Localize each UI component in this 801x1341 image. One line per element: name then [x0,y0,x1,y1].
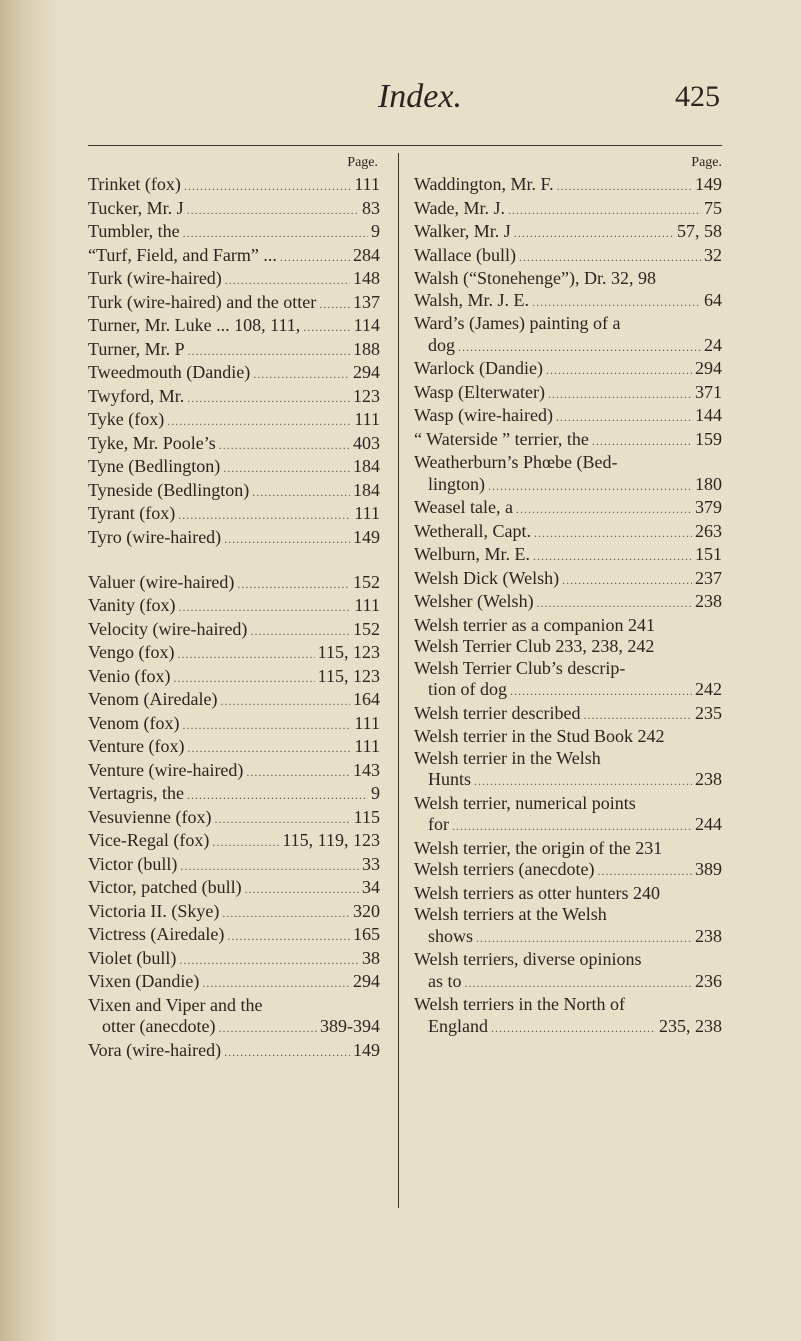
leader-dots [202,973,350,995]
entry-pages: 33 [362,853,380,874]
index-entry-continued: Welsh terriers at the Welsh [414,904,607,924]
leader-dots [212,832,279,854]
entry-pages: 111 [354,503,380,523]
index-entry [88,292,380,316]
entry-name: Wallace (bull) [414,244,516,265]
entry-pages: 236 [695,970,722,991]
index-entry-full: Welsh terrier as a companion 241 [414,614,655,635]
entry-name: Welsh terriers (anecdote) [414,859,595,879]
index-entry [414,568,722,592]
index-entry [414,429,722,453]
entry-pages: 152 [353,571,380,592]
index-entry [88,362,380,386]
entry-name: Vanity (fox) [88,595,176,615]
page-column-label: Page. [347,155,378,170]
leader-dots [246,762,350,784]
index-entry [414,971,722,995]
index-column-right [414,152,722,1039]
running-title: Index. [377,78,462,115]
leader-dots [280,247,350,269]
entry-name: shows [428,925,474,946]
index-entry-continued: Welsh terriers, diverse opinions [414,949,642,969]
entry-pages: 389 [695,859,722,879]
entry-pages: 238 [695,925,722,946]
index-entry [88,1040,380,1064]
index-entry [414,198,722,222]
entry-pages: 238 [695,769,722,789]
entry-name: Venture (wire-haired) [88,759,244,780]
entry-name: Tweedmouth (Dandie) [88,362,251,382]
entry-name: Tyne (Bedlington) [88,456,221,476]
index-entry [88,572,380,596]
entry-name: Walsh, Mr. J. E. [414,289,530,310]
page-column-label: Page. [691,155,722,170]
entry-name: lington) [428,473,485,494]
entry-pages: 115, 119, 123 [282,830,380,850]
index-entry [414,382,722,406]
entry-pages: 111 [354,174,380,194]
leader-dots [474,771,692,793]
entry-pages: 24 [704,334,722,355]
entry-name: Vengo (fox) [88,642,175,662]
entry-pages: 115, 123 [317,665,380,686]
index-entry [88,174,380,198]
leader-dots [187,388,350,410]
entry-pages: 143 [353,759,380,780]
index-entry [414,290,722,314]
entry-name: dog [428,334,455,355]
index-entry-continued: Welsh terrier, numerical points [414,792,636,813]
index-entry-continued: Ward’s (James) painting of a [414,313,621,333]
entry-pages: 294 [695,358,722,378]
leader-dots [225,270,350,292]
entry-pages: 151 [695,544,722,564]
entry-pages: 320 [353,900,380,921]
entry-name: Tyro (wire-haired) [88,526,222,547]
leader-dots [178,505,351,527]
index-entry [414,769,722,793]
entry-pages: 111 [354,595,380,615]
index-entry [414,335,722,359]
index-entry [414,521,722,545]
index-entry-continued: Welsh terriers in the North of [414,994,625,1014]
entry-pages: 115 [353,806,380,827]
index-entry [414,405,722,429]
index-entry-continued: Weatherburn’s Phœbe (Bed- [414,452,618,472]
entry-pages: 188 [353,338,380,359]
page-number: 425 [675,80,720,113]
leader-dots [177,644,314,666]
leader-dots [548,384,692,406]
index-entry [414,814,722,838]
entry-name: Vertagris, the [88,783,184,803]
entry-pages: 244 [695,814,722,834]
index-entry [88,736,380,760]
entry-pages: 111 [354,409,380,429]
entry-name: Turner, Mr. P [88,338,185,359]
entry-name: Tucker, Mr. J [88,197,184,218]
entry-pages: 403 [353,432,380,453]
index-entry-full: Welsh Terrier Club 233, 238, 242 [414,636,655,656]
leader-dots [532,292,701,314]
index-entry [88,666,380,690]
entry-pages: 159 [695,428,722,449]
leader-dots [519,247,701,269]
entry-pages: 57, 58 [677,221,722,241]
leader-dots [222,903,350,925]
index-entry [88,642,380,666]
leader-dots [184,176,351,198]
entry-name: “ Waterside ” terrier, the [414,428,589,449]
leader-dots [583,705,692,727]
index-entry-continued: Vixen and Viper and the [88,994,263,1015]
entry-name: Vora (wire-haired) [88,1039,222,1060]
entry-pages: 75 [704,197,722,218]
index-entry [414,703,722,727]
entry-name: Wasp (wire-haired) [414,405,553,425]
index-entry [88,198,380,222]
entry-pages: 38 [362,947,380,968]
entry-name: for [428,814,449,834]
entry-name: Tyrant (fox) [88,503,176,523]
entry-pages: 64 [704,289,722,310]
entry-name: Vice-Regal (fox) [88,830,210,850]
entry-pages: 294 [353,362,380,382]
entry-name: Victress (Airedale) [88,924,225,944]
entry-pages: 114 [353,315,380,335]
index-entry [88,901,380,925]
index-entry-full: Welsh terrier, the origin of the 231 [414,837,663,858]
leader-dots [557,176,692,198]
entry-pages: 237 [695,567,722,588]
index-entry-full: Welsh terrier in the Stud Book 242 [414,726,665,746]
leader-dots [188,341,350,363]
entry-pages: 32 [704,244,722,265]
leader-dots [219,435,350,457]
leader-dots [510,681,692,703]
index-entry [414,926,722,950]
index-column-left [88,152,380,1063]
leader-dots [303,317,350,339]
leader-dots [250,621,350,643]
leader-dots [178,597,351,619]
entry-name: Valuer (wire-haired) [88,571,235,592]
leader-dots [491,1018,656,1040]
leader-dots [537,593,692,615]
entry-name: Velocity (wire-haired) [88,618,248,639]
leader-dots [182,715,351,737]
index-entry [414,245,722,269]
index-entry [414,679,722,703]
entry-name: Hunts [428,769,472,789]
index-entry [88,948,380,972]
index-entry [414,174,722,198]
index-entry [88,456,380,480]
leader-dots [220,691,350,713]
entry-pages: 263 [695,520,722,541]
index-entry [414,221,722,245]
entry-name: Warlock (Dandie) [414,358,543,378]
leader-dots [223,458,350,480]
index-entry [88,386,380,410]
entry-pages: 242 [695,679,722,699]
leader-dots [452,816,692,838]
entry-pages: 284 [353,244,380,265]
index-entry [88,924,380,948]
entry-pages: 294 [353,971,380,991]
column-divider [398,153,399,1208]
index-entries-v [88,572,380,995]
leader-dots [237,574,350,596]
entry-name: Wade, Mr. J. [414,197,506,218]
leader-dots [179,950,359,972]
entry-name: “Turf, Field, and Farm” ... [88,244,277,265]
entry-name: Welburn, Mr. E. [414,544,531,564]
entry-name: Turk (wire-haired) and the otter [88,291,317,312]
entry-pages: 235 [695,702,722,723]
leader-dots [187,200,359,222]
entry-name: Venom (Airedale) [88,689,218,709]
leader-dots [319,294,350,316]
index-entry [88,807,380,831]
entry-name: Welsh terrier described [414,702,581,723]
leader-dots [546,360,692,382]
leader-dots [218,1018,317,1040]
index-entries-t [88,174,380,550]
leader-dots [167,411,351,433]
leader-dots [508,200,701,222]
entry-name: England [428,1015,488,1036]
entry-pages: 389-394 [320,1016,380,1036]
index-entry [88,433,380,457]
index-entry [88,221,380,245]
entry-pages: 379 [695,497,722,517]
index-entry-full: Walsh (“Stonehenge”), Dr. 32, 98 [414,268,656,288]
header-rule [88,145,722,146]
entry-name: Twyford, Mr. [88,385,185,406]
entry-pages: 235, 238 [659,1015,722,1036]
leader-dots [214,809,350,831]
entry-pages: 152 [353,618,380,639]
index-entry [88,409,380,433]
index-entry [88,760,380,784]
index-entry [414,1016,722,1040]
entry-name: Venture (fox) [88,736,185,756]
index-entries-wa [414,174,722,268]
entry-name: Tumbler, the [88,221,180,241]
leader-dots [187,785,368,807]
leader-dots [458,337,701,359]
index-entry [414,859,722,883]
index-entry [88,595,380,619]
entry-name: tion of dog [428,679,507,699]
index-entry [88,339,380,363]
entry-name: otter (anecdote) [102,1016,216,1036]
entry-name: Trinket (fox) [88,174,181,194]
page-header [120,78,720,118]
leader-dots [556,407,692,429]
letter-gap [88,550,380,572]
index-entry [414,474,722,498]
entry-pages: 123 [353,385,380,406]
entry-pages: 111 [354,736,380,756]
index-entry [88,830,380,854]
index-entry [88,503,380,527]
leader-dots [514,223,674,245]
entry-pages: 180 [695,473,722,494]
entry-pages: 111 [354,712,380,733]
leader-dots [252,482,350,504]
entry-pages: 34 [362,877,380,897]
entry-pages: 149 [353,1039,380,1060]
index-entry [414,591,722,615]
entry-name: Weasel tale, a [414,497,513,517]
leader-dots [183,223,368,245]
leader-dots [245,879,359,901]
entry-pages: 165 [353,924,380,944]
index-entry [88,245,380,269]
entry-pages: 137 [353,291,380,312]
index-entry [88,268,380,292]
index-entry [88,315,380,339]
leader-dots [224,529,350,551]
leader-dots [592,431,692,453]
index-entry-continued: Welsh Terrier Club’s descrip- [414,657,626,678]
entry-pages: 184 [353,456,380,476]
index-entry [88,527,380,551]
entry-name: Tyke (fox) [88,409,165,429]
entry-pages: 149 [353,526,380,547]
entry-pages: 115, 123 [317,642,380,662]
index-entry-continued: Welsh terrier in the Welsh [414,747,601,768]
entry-name: Welsher (Welsh) [414,591,534,611]
entry-name: Venio (fox) [88,665,171,686]
entry-pages: 164 [353,689,380,709]
leader-dots [597,861,692,883]
index-entry-full: Welsh terriers as otter hunters 240 [414,882,660,903]
index-entry [88,713,380,737]
leader-dots [533,546,692,568]
page-shadow-edge [0,0,60,1341]
index-entry [88,689,380,713]
entry-pages: 144 [695,405,722,425]
index-entry [88,783,380,807]
entry-pages: 371 [695,381,722,402]
leader-dots [253,364,350,386]
leader-dots [562,570,692,592]
entry-name: Victoria II. (Skye) [88,900,220,921]
entry-name: Tyke, Mr. Poole’s [88,432,216,453]
entry-name: Waddington, Mr. F. [414,174,554,194]
leader-dots [227,926,350,948]
index-entry [88,619,380,643]
entry-name: Wasp (Elterwater) [414,381,545,402]
entry-name: Walker, Mr. J [414,221,511,241]
leader-dots [173,668,314,690]
index-entry [414,544,722,568]
leader-dots [180,856,359,878]
entry-name: Turk (wire-haired) [88,268,222,288]
index-entries-wb [414,358,722,452]
entry-name: Wetherall, Capt. [414,520,532,541]
leader-dots [465,973,693,995]
index-entry [88,1016,380,1040]
index-entries-wc [414,497,722,615]
entry-name: as to [428,970,462,991]
leader-dots [476,928,692,950]
entry-name: Victor, patched (bull) [88,877,242,897]
index-entry [88,480,380,504]
entry-name: Victor (bull) [88,853,178,874]
leader-dots [187,738,351,760]
entry-name: Vixen (Dandie) [88,971,200,991]
leader-dots [516,499,692,521]
entry-name: Venom (fox) [88,712,180,733]
leader-dots [488,476,692,498]
index-entry [414,358,722,382]
index-entry [88,971,380,995]
entry-pages: 9 [371,221,380,241]
entry-pages: 184 [353,479,380,500]
entry-pages: 9 [371,783,380,803]
entry-name: Violet (bull) [88,947,177,968]
entry-name: Vesuvienne (fox) [88,806,212,827]
entry-name: Turner, Mr. Luke ... 108, 111, [88,315,301,335]
entry-pages: 83 [362,197,380,218]
entry-name: Tyneside (Bedlington) [88,479,250,500]
index-entry [414,497,722,521]
entry-pages: 149 [695,174,722,194]
leader-dots [534,523,692,545]
entry-name: Welsh Dick (Welsh) [414,567,560,588]
index-entry [88,854,380,878]
leader-dots [224,1042,350,1064]
entry-pages: 148 [353,268,380,288]
entry-pages: 238 [695,591,722,611]
index-entry [88,877,380,901]
